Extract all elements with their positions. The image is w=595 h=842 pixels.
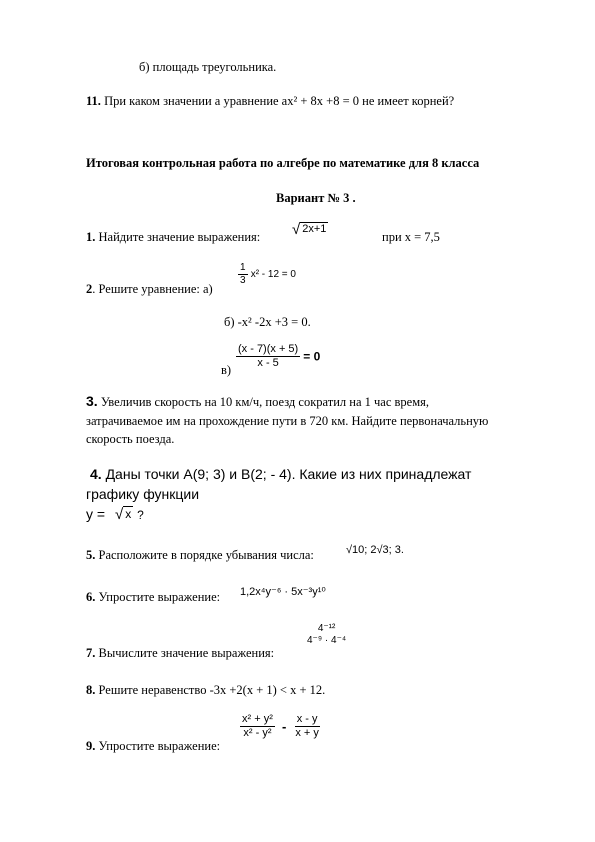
question-text: Упростите выражение:: [98, 590, 221, 604]
q1-condition: при х = 7,5: [382, 230, 440, 244]
fraction-num: x - y: [295, 713, 320, 727]
question-text: Найдите значение выражения:: [98, 230, 261, 244]
fraction-den: x - 5: [257, 357, 279, 370]
fraction-num: (x - 7)(x + 5): [236, 343, 300, 357]
question-number: 7.: [86, 646, 96, 660]
q6-formula: 1,2x⁴y⁻⁶ · 5x⁻³y¹⁰: [240, 586, 326, 598]
question-number: 6.: [86, 590, 96, 604]
question-text: Решите неравенство -3х +2(х + 1) < х + 12.: [98, 683, 326, 697]
question-number: 8.: [86, 683, 96, 697]
question-number: 2: [86, 282, 93, 296]
question-2: [86, 282, 213, 297]
question-number: 4.: [90, 466, 102, 482]
q2b: б) -х² -2х +3 = 0.: [224, 315, 311, 329]
question-8: [86, 683, 325, 698]
question-3: [86, 393, 429, 410]
fraction-den: 4⁻⁹ · 4⁻⁴: [307, 635, 347, 646]
question-9: [86, 739, 220, 754]
question-text-line2: затрачиваемое им на прохождение пути в 720 км. Найдите первоначальную: [86, 414, 489, 428]
radicand: x: [125, 507, 132, 521]
fraction-den: x + y: [295, 727, 319, 740]
q10b-text: б) площадь треугольника.: [139, 60, 277, 74]
fraction-den: 3: [240, 275, 246, 286]
fraction-den: x² - y²: [243, 727, 272, 740]
question-11: [86, 94, 454, 109]
question-text-line1: Увеличив скорость на 10 км/ч, поезд сократил на 1 час время,: [100, 395, 430, 409]
question-mark: ?: [137, 508, 144, 522]
question-text-line3: скорость поезда.: [86, 432, 175, 446]
page-title: Итоговая контрольная работа по алгебре по математике для 8 класса: [86, 156, 480, 170]
radicand: 2x+1: [302, 223, 327, 236]
question-number: 5.: [86, 548, 96, 562]
question-text: Даны точки А(9; 3) и В(2; - 4). Какие из них принадлежат: [105, 466, 472, 482]
question-text: Расположите в порядке убывания числа:: [98, 548, 314, 562]
question-4-line2: графику функции: [86, 486, 200, 502]
q1-formula: √ 2x+1: [292, 221, 327, 238]
question-5: [86, 548, 314, 563]
q9-formula: [240, 713, 321, 740]
question-number: 1.: [86, 230, 96, 244]
q2v-label: в): [221, 363, 232, 377]
function-label: у =: [86, 506, 106, 522]
question-7: [86, 646, 274, 661]
question-4-line3: у = √ x ?: [86, 506, 144, 523]
fraction-num: 1: [240, 262, 246, 273]
question-6: [86, 590, 220, 605]
q5-numbers: √10; 2√3; 3.: [346, 544, 404, 556]
question-text: При каком значении а уравнение ах² + 8х +8 = 0 не имеет корней?: [104, 94, 455, 108]
question-text: . Решите уравнение: а): [92, 282, 213, 296]
question-number: 3.: [86, 393, 98, 409]
q2v-formula: [236, 343, 320, 370]
question-number: 9.: [86, 739, 96, 753]
equation-rest: x² - 12 = 0: [250, 269, 296, 280]
question-text: Упростите выражение:: [98, 739, 221, 753]
q2a-formula: [238, 262, 296, 287]
question-1: [86, 230, 260, 245]
fraction-num: x² + y²: [240, 713, 275, 727]
equation-rest: = 0: [303, 349, 321, 364]
variant-heading: Вариант № 3 .: [276, 191, 356, 205]
question-4-line1: [90, 466, 471, 482]
fraction-num: 4⁻¹²: [317, 623, 336, 634]
question-number: 11.: [86, 94, 101, 108]
question-text: Вычислите значение выражения:: [98, 646, 275, 660]
q7-formula: [305, 623, 348, 647]
operator: -: [281, 719, 287, 735]
